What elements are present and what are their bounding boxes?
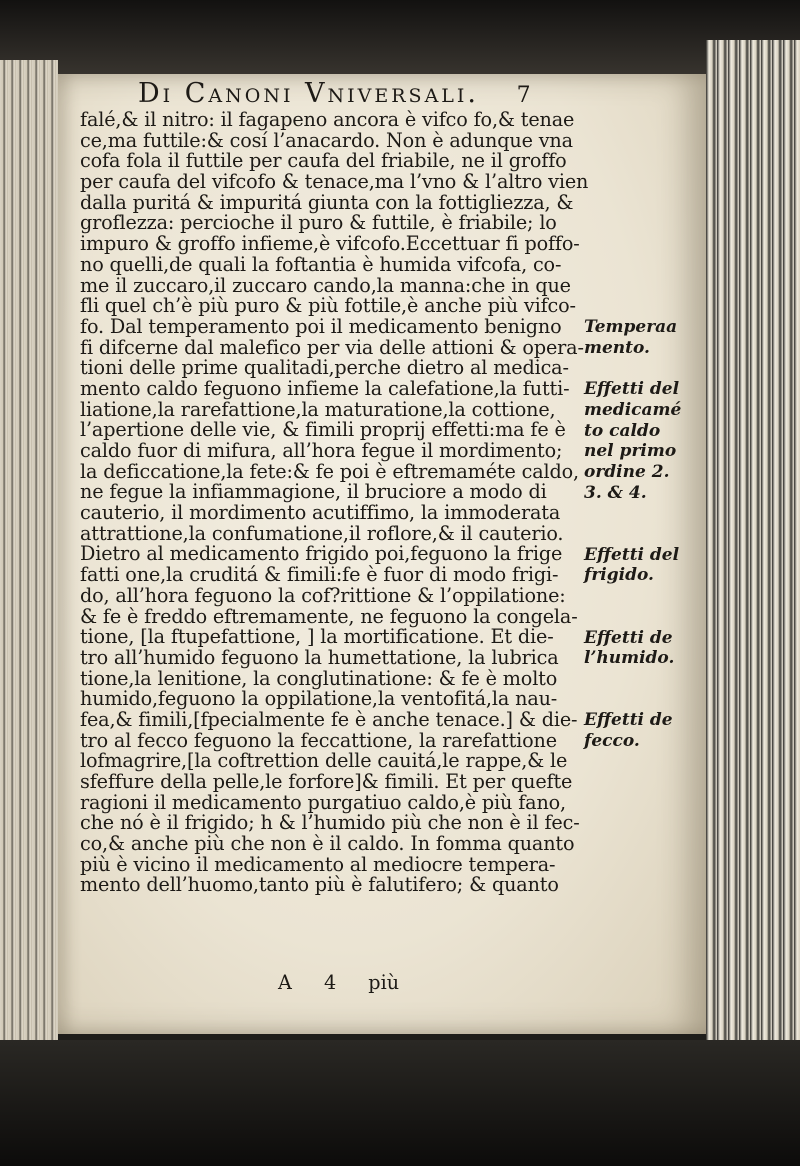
text-line: per caufa del vifcofo & tenace,ma l’vno & l’altro vien — [80, 170, 589, 194]
text-line: co,& anche più che non è il caldo. In fomma quanto — [80, 832, 575, 856]
text-line: & fe è freddo eftremamente, ne feguono la congela- — [80, 604, 578, 628]
text-line: mento dell’huomo,tanto più è falutifero; & quanto — [80, 873, 559, 897]
text-line: tro al fecco feguono la feccattione, la rarefattione — [80, 728, 557, 752]
text-line: me il zuccaro,il zuccaro cando,la manna:che in que — [80, 273, 571, 297]
text-line: fea,& fimili,[fpecialmente fe è anche tenace.] & die- — [80, 707, 578, 731]
page-number: 7 — [516, 83, 534, 108]
text-line: tioni delle prime qualitadi,perche dietro al medica- — [80, 356, 569, 380]
signature-mark: A 4 — [278, 971, 337, 994]
text-line: do, all’hora feguono la cof?rittione & l’oppilatione: — [80, 583, 566, 607]
text-line: fi difcerne dal malefico per via delle attioni & opera- — [80, 335, 584, 359]
left-page-edges — [0, 60, 58, 1040]
body-text — [80, 108, 589, 897]
text-line: più è vicino il medicamento al mediocre tempera- — [80, 852, 556, 876]
right-page-edges — [706, 40, 800, 1080]
running-head-title: Di Canoni Vniversali. — [138, 78, 479, 109]
marginal-note: fecco. — [584, 731, 640, 751]
marginal-note: mento. — [584, 337, 650, 358]
text-line: attrattione,la confumatione,il roflore,& il cauterio. — [80, 521, 564, 545]
marginal-note: medicamé — [584, 399, 682, 420]
marginal-note: Effetti de — [584, 627, 673, 648]
text-line: impuro & groffo infieme,è vifcofo.Eccettuar fi poffo- — [80, 232, 580, 256]
marginal-note: l’humido. — [584, 648, 675, 669]
top-shadow — [0, 0, 800, 80]
text-line: la deficcatione,la fete:& fe poi è eftremaméte caldo, — [80, 459, 579, 483]
bottom-shadow — [0, 1040, 800, 1166]
text-line: caldo fuor di mifura, all’hora fegue il mordimento; — [80, 439, 563, 462]
text-line: dalla puritá & impuritá giunta con la fottigliezza, & — [80, 190, 574, 214]
text-line: ragioni il medicamento purgatiuo caldo,è più fano, — [80, 790, 566, 814]
text-line: cofa fola il futtile per caufa del friabile, ne il groffo — [80, 149, 567, 173]
text-line: cauterio, il mordimento acutiffimo, la immoderata — [80, 501, 561, 525]
marginal-note: Effetti del — [584, 379, 680, 400]
marginal-note: Effetti de — [584, 710, 673, 731]
text-line: humido,feguono la oppilatione,la ventofitá,la nau- — [80, 687, 558, 711]
marginal-note: 3. & 4. — [584, 482, 647, 503]
text-line: groflezza: percioche il puro & futtile, è friabile; lo — [80, 211, 557, 235]
text-line: ce,ma futtile:& cosí l’anacardo. Non è adunque vna — [80, 128, 573, 152]
text-line: fatti one,la cruditá & fimili:fe è fuor di modo frigi- — [80, 563, 559, 587]
text-line: l’apertione delle vie, & fimili proprij effetti:ma fe è — [80, 418, 566, 442]
marginal-note: nel primo — [584, 441, 677, 462]
text-line: ne fegue la infiammagione, il bruciore a modo di — [80, 480, 547, 504]
text-line: tione,la lenitione, la conglutinatione: & fe è molto — [80, 666, 558, 690]
text-line: sfeffure della pelle,le forfore]& fimili. Et per quefte — [80, 770, 573, 793]
text-line: mento caldo feguono infieme la calefatione,la futti- — [80, 376, 570, 400]
text-line: liatione,la rarefattione,la maturatione,la cottione, — [80, 397, 556, 421]
text-line: tione, [la ftupefattione, ] la mortificatione. Et die- — [80, 625, 554, 649]
marginal-note: Temperaa — [584, 317, 678, 337]
marginal-note: to caldo — [584, 420, 661, 441]
text-line: lofmagrire,[la coftrettion delle cauitá,le rappe,& le — [80, 749, 568, 773]
text-line: fo. Dal temperamento poi il medicamento benigno — [80, 314, 562, 338]
signature-line — [278, 971, 558, 994]
text-line: falé,& il nitro: il fagapeno ancora è vifco fo,& tenae — [80, 108, 575, 131]
text-line: fli quel ch’è più puro & più fottile,è anche più vifco- — [80, 294, 576, 318]
text-line: Dietro al medicamento frigido poi,feguono la frige — [80, 542, 563, 566]
marginal-note: frigido. — [584, 565, 654, 586]
marginal-note: Effetti del — [584, 544, 680, 565]
text-line: no quelli,de quali la foftantia è humida vifcofa, co- — [80, 252, 562, 276]
text-line: che nó è il frigido; h & l’humido più che non è il fec- — [80, 811, 580, 835]
catchword: più — [368, 971, 400, 994]
book-page — [58, 74, 706, 1034]
marginal-note: ordine 2. — [584, 461, 670, 482]
text-line: tro all’humido feguono la humettatione, la lubrica — [80, 645, 559, 669]
running-head — [138, 78, 578, 109]
